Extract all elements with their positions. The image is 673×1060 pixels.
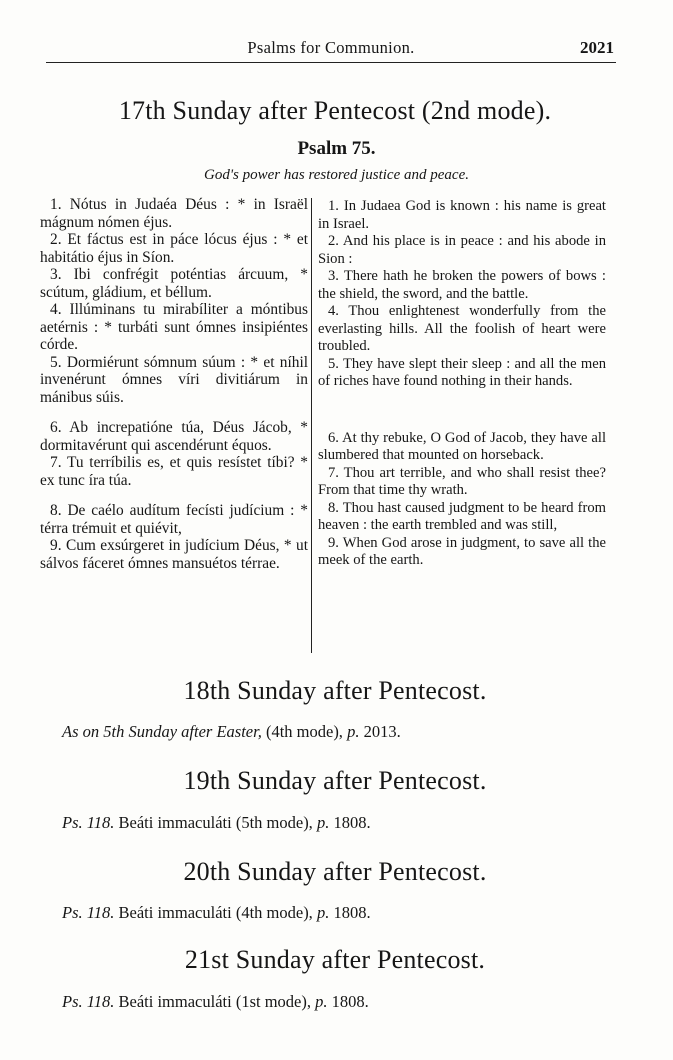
page-number: 2021 [580,38,614,57]
latin-verse: 2. Et fáctus est in páce lócus éjus : * et habitátio éjus in Síon. [40,231,308,266]
english-verse: 8. Thou hast caused judgment to be heard from heaven : the earth trembled and was still, [318,499,606,533]
latin-verse: 5. Dormiérunt sómnum súum : * et níhil invenérunt ómnes víri divitiárum in mánibus súis. [40,353,308,406]
reference-page: 1808. [327,992,369,1011]
reference-page: 2013. [359,722,401,741]
english-verse: 7. Thou art terrible, and who shall resist thee? From that time thy wrath. [318,464,606,498]
reference-page: 1808. [329,903,371,922]
reference-text: Beáti immaculáti (5th mode), [114,813,317,832]
latin-verse: 9. Cum exsúrgeret in judícium Déus, * ut sálvos fáceret ómnes mansuétos térrae. [40,537,308,572]
reference-italic: Ps. 118. [62,813,115,832]
running-title: Psalms for Communion. [247,38,415,57]
english-verse: 3. There hath he broken the powers of bows : the shield, the sword, and the battle. [318,268,606,302]
reference-text: Beáti immaculáti (4th mode), [114,903,317,922]
reference-text: Beáti immaculáti (1st mode), [114,992,316,1011]
section-title-19th-sunday: 19th Sunday after Pentecost. [183,766,487,795]
reference-italic: Ps. 118. [62,992,115,1011]
section-title-17th-sunday: 17th Sunday after Pentecost (2nd mode). [118,96,552,125]
page-abbrev: p. [316,813,330,832]
latin-verse: 1. Nótus in Judaéa Déus : * in Israël mágnum nómen éjus. [40,196,308,231]
latin-column [40,196,308,572]
reference-italic: Ps. 118. [62,903,115,922]
latin-verse: 8. De caélo audítum fecísti judícium : * térra trémuit et quiévit, [40,502,308,537]
latin-verse: 3. Ibi confrégit poténtias árcuum, * scútum, gládium, et béllum. [40,266,308,301]
reference-text: (4th mode), [261,722,348,741]
running-header [46,34,616,63]
english-verse: 4. Thou enlightenest wonderfully from the everlasting hills. All the foolish of heart were troubled. [318,303,606,354]
english-verse: 2. And his place is in peace : and his abode in Sion : [318,233,606,267]
english-column [318,198,606,570]
english-verse: 9. When God arose in judgment, to save all the meek of the earth. [318,534,606,568]
psalm-summary: God's power has restored justice and peace. [204,167,469,183]
section-title-20th-sunday: 20th Sunday after Pentecost. [183,857,487,886]
english-verse: 6. At thy rebuke, O God of Jacob, they have all slumbered that mounted on horseback. [318,429,606,463]
page-abbrev: p. [347,722,360,741]
section-reference-19th [62,813,622,833]
reference-italic: As on 5th Sunday after Easter, [62,722,262,741]
latin-verse: 7. Tu terríbilis es, et quis resístet tíbi? * ex tunc íra túa. [40,454,308,489]
section-reference-20th [62,903,622,923]
english-verse: 1. In Judaea God is known : his name is great in Israel. [318,198,606,232]
section-reference-21st [62,992,622,1012]
section-title-18th-sunday: 18th Sunday after Pentecost. [183,676,487,705]
reference-page: 1808. [329,813,371,832]
page-abbrev: p. [316,903,330,922]
english-verse: 5. They have slept their sleep : and all the men of riches have found nothing in their hands. [318,355,606,389]
section-title-21st-sunday: 21st Sunday after Pentecost. [184,945,486,974]
column-divider [311,198,312,653]
page-abbrev: p. [315,992,328,1011]
latin-verse: 6. Ab increpatióne túa, Déus Jácob, * dormitavérunt qui ascendérunt équos. [40,419,308,454]
psalm-label: Psalm 75. [297,138,376,159]
section-reference-18th [62,722,622,742]
latin-verse: 4. Illúminans tu mirabíliter a móntibus aetérnis : * turbáti sunt ómnes insipiéntes córde. [40,301,308,353]
